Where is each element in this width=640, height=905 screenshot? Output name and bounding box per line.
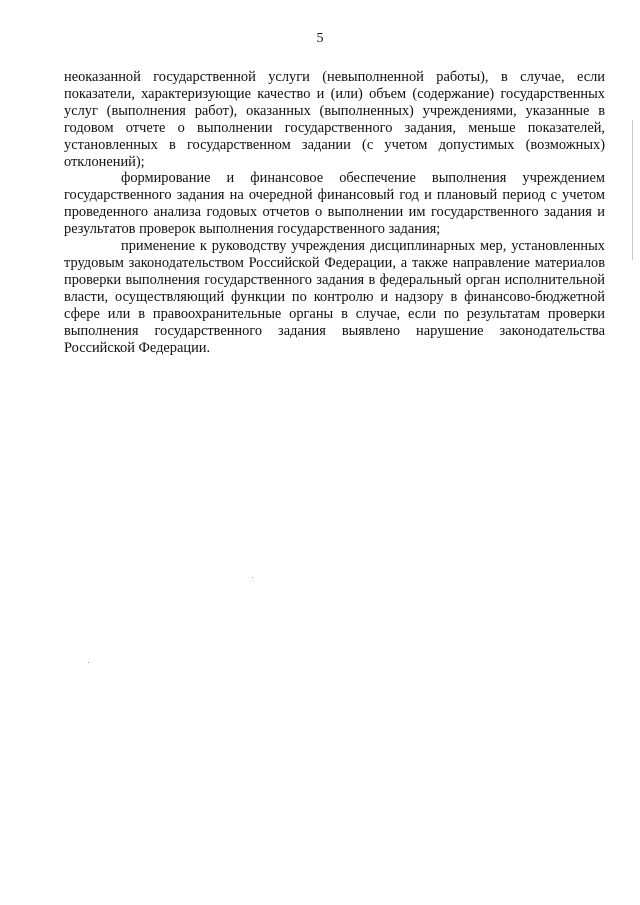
page-number: 5 — [316, 31, 324, 46]
document-body — [64, 69, 605, 356]
scan-speck — [88, 662, 89, 663]
paragraph-continuation: неоказанной государственной услуги (невыполненной работы), в случае, если показатели, характеризующие качество и (или) объем (содержание) государственных услуг (выполнения работ), оказанных (выполненных) учреждениями, указанные в годовом отчете о выполнении государственного задания, меньше показателей, установленных в государственном задании (с учетом допустимых (возможных) отклонений); — [64, 69, 605, 170]
scan-edge-line — [632, 120, 633, 260]
paragraph-financing: формирование и финансовое обеспечение выполнения учреждением государственного задания на очередной финансовый год и плановый период с учетом проведенного анализа годовых отчетов о выполнении им государственного задания и результатов проверок выполнения государственного задания; — [64, 170, 605, 238]
scan-speck — [252, 577, 253, 578]
paragraph-disciplinary-measures: применение к руководству учреждения дисциплинарных мер, установленных трудовым законодательством Российской Федерации, а также направление материалов проверки выполнения государственного задания в федеральный орган исполнительной власти, осуществляющий функции по контролю и надзору в финансово-бюджетной сфере или в правоохранительные органы в случае, если по результатам проверки выполнения государственного задания выявлено нарушение законодательства Российской Федерации. — [64, 238, 605, 356]
